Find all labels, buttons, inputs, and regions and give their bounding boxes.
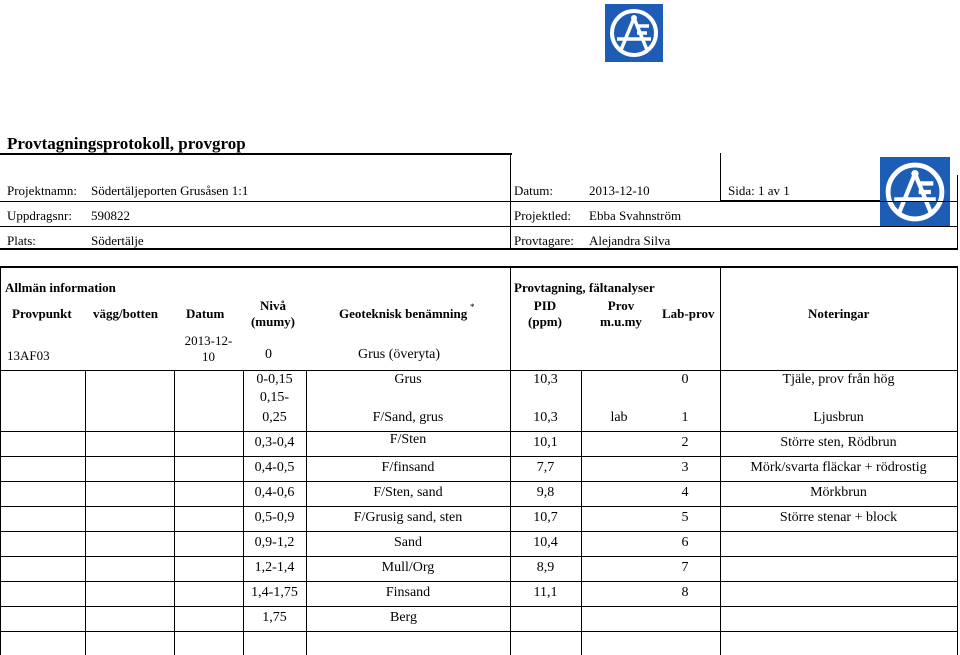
uppdragsnr-label: Uppdragsnr: [7,208,72,223]
row-pid: 10,3 [533,410,558,425]
row-lab: 4 [681,485,689,500]
plats-label: Plats: [7,233,36,248]
row-niva: 1,75 [262,610,287,625]
row-niva: 0,3-0,4 [254,435,295,450]
row-niva: 1,4-1,75 [251,585,298,600]
row-niva: 0 [265,347,272,362]
row-niva-line2: 0,25 [262,410,287,425]
row-note: Tjäle, prov från hög [782,372,895,387]
row-niva: 1,2-1,4 [254,560,295,575]
row-lab: 6 [681,535,689,550]
row-niva: 0,5-0,9 [254,510,295,525]
row-pid: 9,8 [536,485,555,500]
col-prov-line1: Prov [607,298,635,313]
col-noteringar: Noteringar [808,306,870,321]
row-lab: 3 [681,460,689,475]
row-niva-line1: 0,15- [259,390,290,405]
section-sampling: Provtagning, fältanalyser [514,280,655,295]
row-pid: 10,7 [533,510,558,525]
row-lab: 5 [681,510,689,525]
projektled-label: Projektled: [514,208,572,223]
row-geo: Grus (överyta) [358,347,441,362]
col-provpunkt: Provpunkt [12,306,72,321]
row-pid: 11,1 [533,585,558,600]
row-note: Ljusbrun [813,410,864,425]
uppdragsnr-value: 590822 [91,208,130,223]
logo-emblem-icon [607,6,661,60]
row-geo: Sand [394,535,422,550]
col-niva-line2: (mumy) [250,314,296,329]
row-geo: Finsand [385,585,431,600]
section-general: Allmän information [5,280,116,295]
row-niva: 0,4-0,6 [254,485,295,500]
col-niva-line1: Nivå [260,298,286,313]
col-geo: Geoteknisk benämning [339,306,468,321]
row-geo: F/Grusig sand, sten [353,510,463,525]
document-title: Provtagningsprotokoll, provgrop [7,134,246,153]
row-geo: F/Sand, grus [372,410,444,425]
col-prov-line2: m.u.my [600,314,642,329]
datum-label: Datum: [514,183,553,198]
row-geo: Mull/Org [381,560,435,575]
row-prov: lab [610,410,628,425]
row-note: Mörk/svarta fläckar + rödrostig [750,460,927,475]
point-date-line2: 10 [202,349,215,364]
datum-value: 2013-12-10 [589,183,650,198]
projektled-value: Ebba Svahnström [589,208,682,223]
row-note: Större stenar + block [779,510,898,525]
row-pid: 10,3 [533,372,558,387]
row-pid: 8,9 [536,560,555,575]
col-vagg-botten: vägg/botten [93,306,158,321]
col-pid-line1: PID [533,298,557,313]
row-geo: Berg [390,610,417,625]
provtagare-label: Provtagare: [514,233,574,248]
provtagare-value: Alejandra Silva [589,233,671,248]
row-lab: 2 [681,435,689,450]
page-indicator: Sida: 1 av 1 [728,183,790,198]
row-geo: F/finsand [381,460,435,475]
provpunkt-value: 13AF03 [7,348,50,363]
row-niva: 0,9-1,2 [254,535,295,550]
row-pid: 10,4 [533,535,558,550]
company-logo-header [880,157,950,227]
plats-value: Södertälje [91,233,144,248]
row-note: Större sten, Rödbrun [780,435,897,450]
logo-emblem-icon [882,159,948,225]
col-labprov: Lab-prov [662,306,715,321]
projektnamn-value: Södertäljeporten Grusåsen 1:1 [91,183,249,198]
projektnamn-label: Projektnamn: [7,183,78,198]
company-logo-top [605,4,663,62]
point-date-line1: 2013-12- [184,333,233,348]
row-lab: 0 [681,372,689,387]
row-lab: 7 [681,560,689,575]
col-geo-footnote: * [470,302,475,312]
row-note: Mörkbrun [810,485,867,500]
row-geo: F/Sten, sand [373,485,443,500]
row-niva: 0,4-0,5 [254,460,295,475]
row-geo: Grus [394,372,422,387]
col-pid-line2: (ppm) [528,314,562,329]
row-niva: 0-0,15 [256,372,293,387]
row-lab: 8 [681,585,689,600]
col-datum: Datum [186,306,225,321]
row-lab: 1 [681,410,689,425]
row-pid: 10,1 [533,435,558,450]
row-geo: F/Sten [389,432,427,447]
row-pid: 7,7 [536,460,555,475]
